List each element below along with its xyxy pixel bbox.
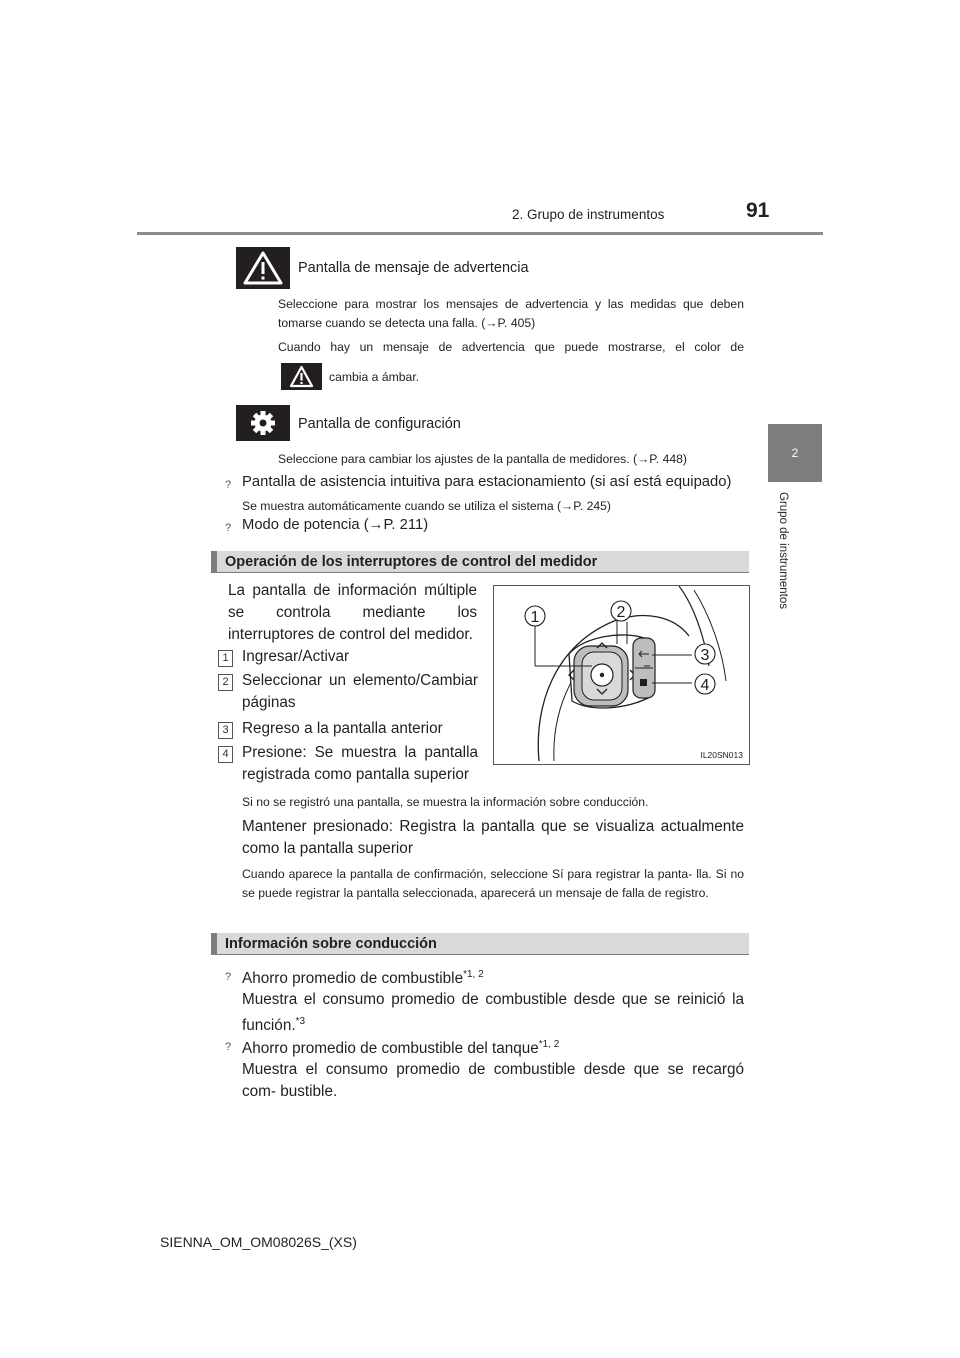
bullet-marker: ? — [225, 971, 232, 983]
page-number: 91 — [746, 199, 770, 222]
warning-screen-title: Pantalla de mensaje de advertencia — [298, 260, 529, 276]
callout-number: 1 — [218, 650, 233, 667]
callout-number: 2 — [218, 674, 233, 691]
warning-screen-desc2: Cuando hay un mensaje de advertencia que puede mostrarse, el color de — [278, 340, 744, 354]
settings-screen-desc: Seleccione para cambiar los ajustes de la pantalla de medidores. (→P. 448) — [278, 452, 687, 466]
bullet-parking-assist-note: Se muestra automáticamente cuando se utiliza el sistema (→P. 245) — [242, 499, 611, 513]
steering-switch-illustration — [494, 586, 749, 764]
tank-fuel-economy-title-text: Ahorro promedio de combustible del tanque — [242, 1040, 539, 1058]
section1-note2: Cuando aparece la pantalla de confirmación, seleccione Sí para registrar la panta- lla. Si no se puede registrar la pantalla seleccionada, aparecerá un mensaje de falla de registro. — [242, 867, 744, 900]
header-rule — [137, 232, 823, 235]
fuel-economy-desc-footnote: *3 — [295, 1016, 306, 1027]
header-section-title: 2. Grupo de instrumentos — [512, 207, 665, 222]
bullet-power-mode: Modo de potencia (→P. 211) — [242, 517, 429, 533]
warning-screen-desc3: cambia a ámbar. — [329, 370, 420, 384]
section1-hold: Mantener presionado: Registra la pantalla que se visualiza actualmente como la pantalla superior — [242, 818, 744, 857]
bullet-marker: ? — [225, 479, 232, 491]
warning-icon — [236, 247, 290, 289]
bullet-marker: ? — [225, 522, 232, 534]
list-item-text: Regreso a la pantalla anterior — [242, 720, 443, 737]
gear-icon — [236, 405, 290, 441]
fuel-economy-desc-text: Muestra el consumo promedio de combustible desde que se reinició la función. — [242, 991, 744, 1035]
list-item-text: Seleccionar un elemento/Cambiar páginas — [242, 672, 478, 711]
section1-note1: Si no se registró una pantalla, se muestra la información sobre conducción. — [242, 795, 649, 809]
list-item — [218, 718, 480, 740]
warning-icon-small — [281, 363, 322, 390]
tank-fuel-economy-footnote: *1, 2 — [538, 1039, 560, 1050]
bullet-marker: ? — [225, 1041, 232, 1053]
list-item-text: Presione: Se muestra la pantalla registrada como pantalla superior — [242, 744, 478, 783]
figure-callout-4: 4 — [700, 677, 710, 694]
warning-screen-desc: Seleccione para mostrar los mensajes de advertencia y las medidas que deben tomarse cuando se detecta una falla. (→P. 405) — [278, 297, 744, 330]
list-item — [218, 646, 480, 668]
chapter-tab-label: Grupo de instrumentos — [777, 492, 789, 609]
section-heading-meter-switches: Operación de los interruptores de control del medidor — [211, 551, 749, 573]
chapter-tab: 2 — [768, 424, 822, 482]
list-item — [218, 742, 480, 786]
tank-fuel-economy-title — [242, 1034, 559, 1060]
steering-switch-figure — [493, 585, 750, 765]
figure-code: IL20SN013 — [700, 750, 743, 760]
figure-callout-2: 2 — [616, 604, 626, 621]
callout-number: 4 — [218, 746, 233, 763]
fuel-economy-title — [242, 964, 484, 990]
list-item-text: Ingresar/Activar — [242, 648, 350, 665]
fuel-economy-desc — [242, 989, 744, 1037]
figure-callout-1: 1 — [530, 609, 540, 626]
section-heading-driving-info: Información sobre conducción — [211, 933, 749, 955]
fuel-economy-title-text: Ahorro promedio de combustible — [242, 970, 464, 988]
footer-doc-code: SIENNA_OM_OM08026S_(XS) — [160, 1234, 357, 1250]
bullet-parking-assist: Pantalla de asistencia intuitiva para estacionamiento (si así está equipado) — [242, 474, 732, 490]
callout-number: 3 — [218, 722, 233, 739]
tank-fuel-economy-desc: Muestra el consumo promedio de combustible desde que se recargó com- bustible. — [242, 1061, 744, 1100]
section1-intro: La pantalla de información múltiple se controla mediante los interruptores de control del medidor. — [228, 582, 477, 643]
figure-callout-3: 3 — [700, 647, 710, 664]
fuel-economy-footnote: *1, 2 — [463, 969, 484, 980]
settings-screen-title: Pantalla de configuración — [298, 416, 461, 432]
list-item — [218, 670, 480, 714]
